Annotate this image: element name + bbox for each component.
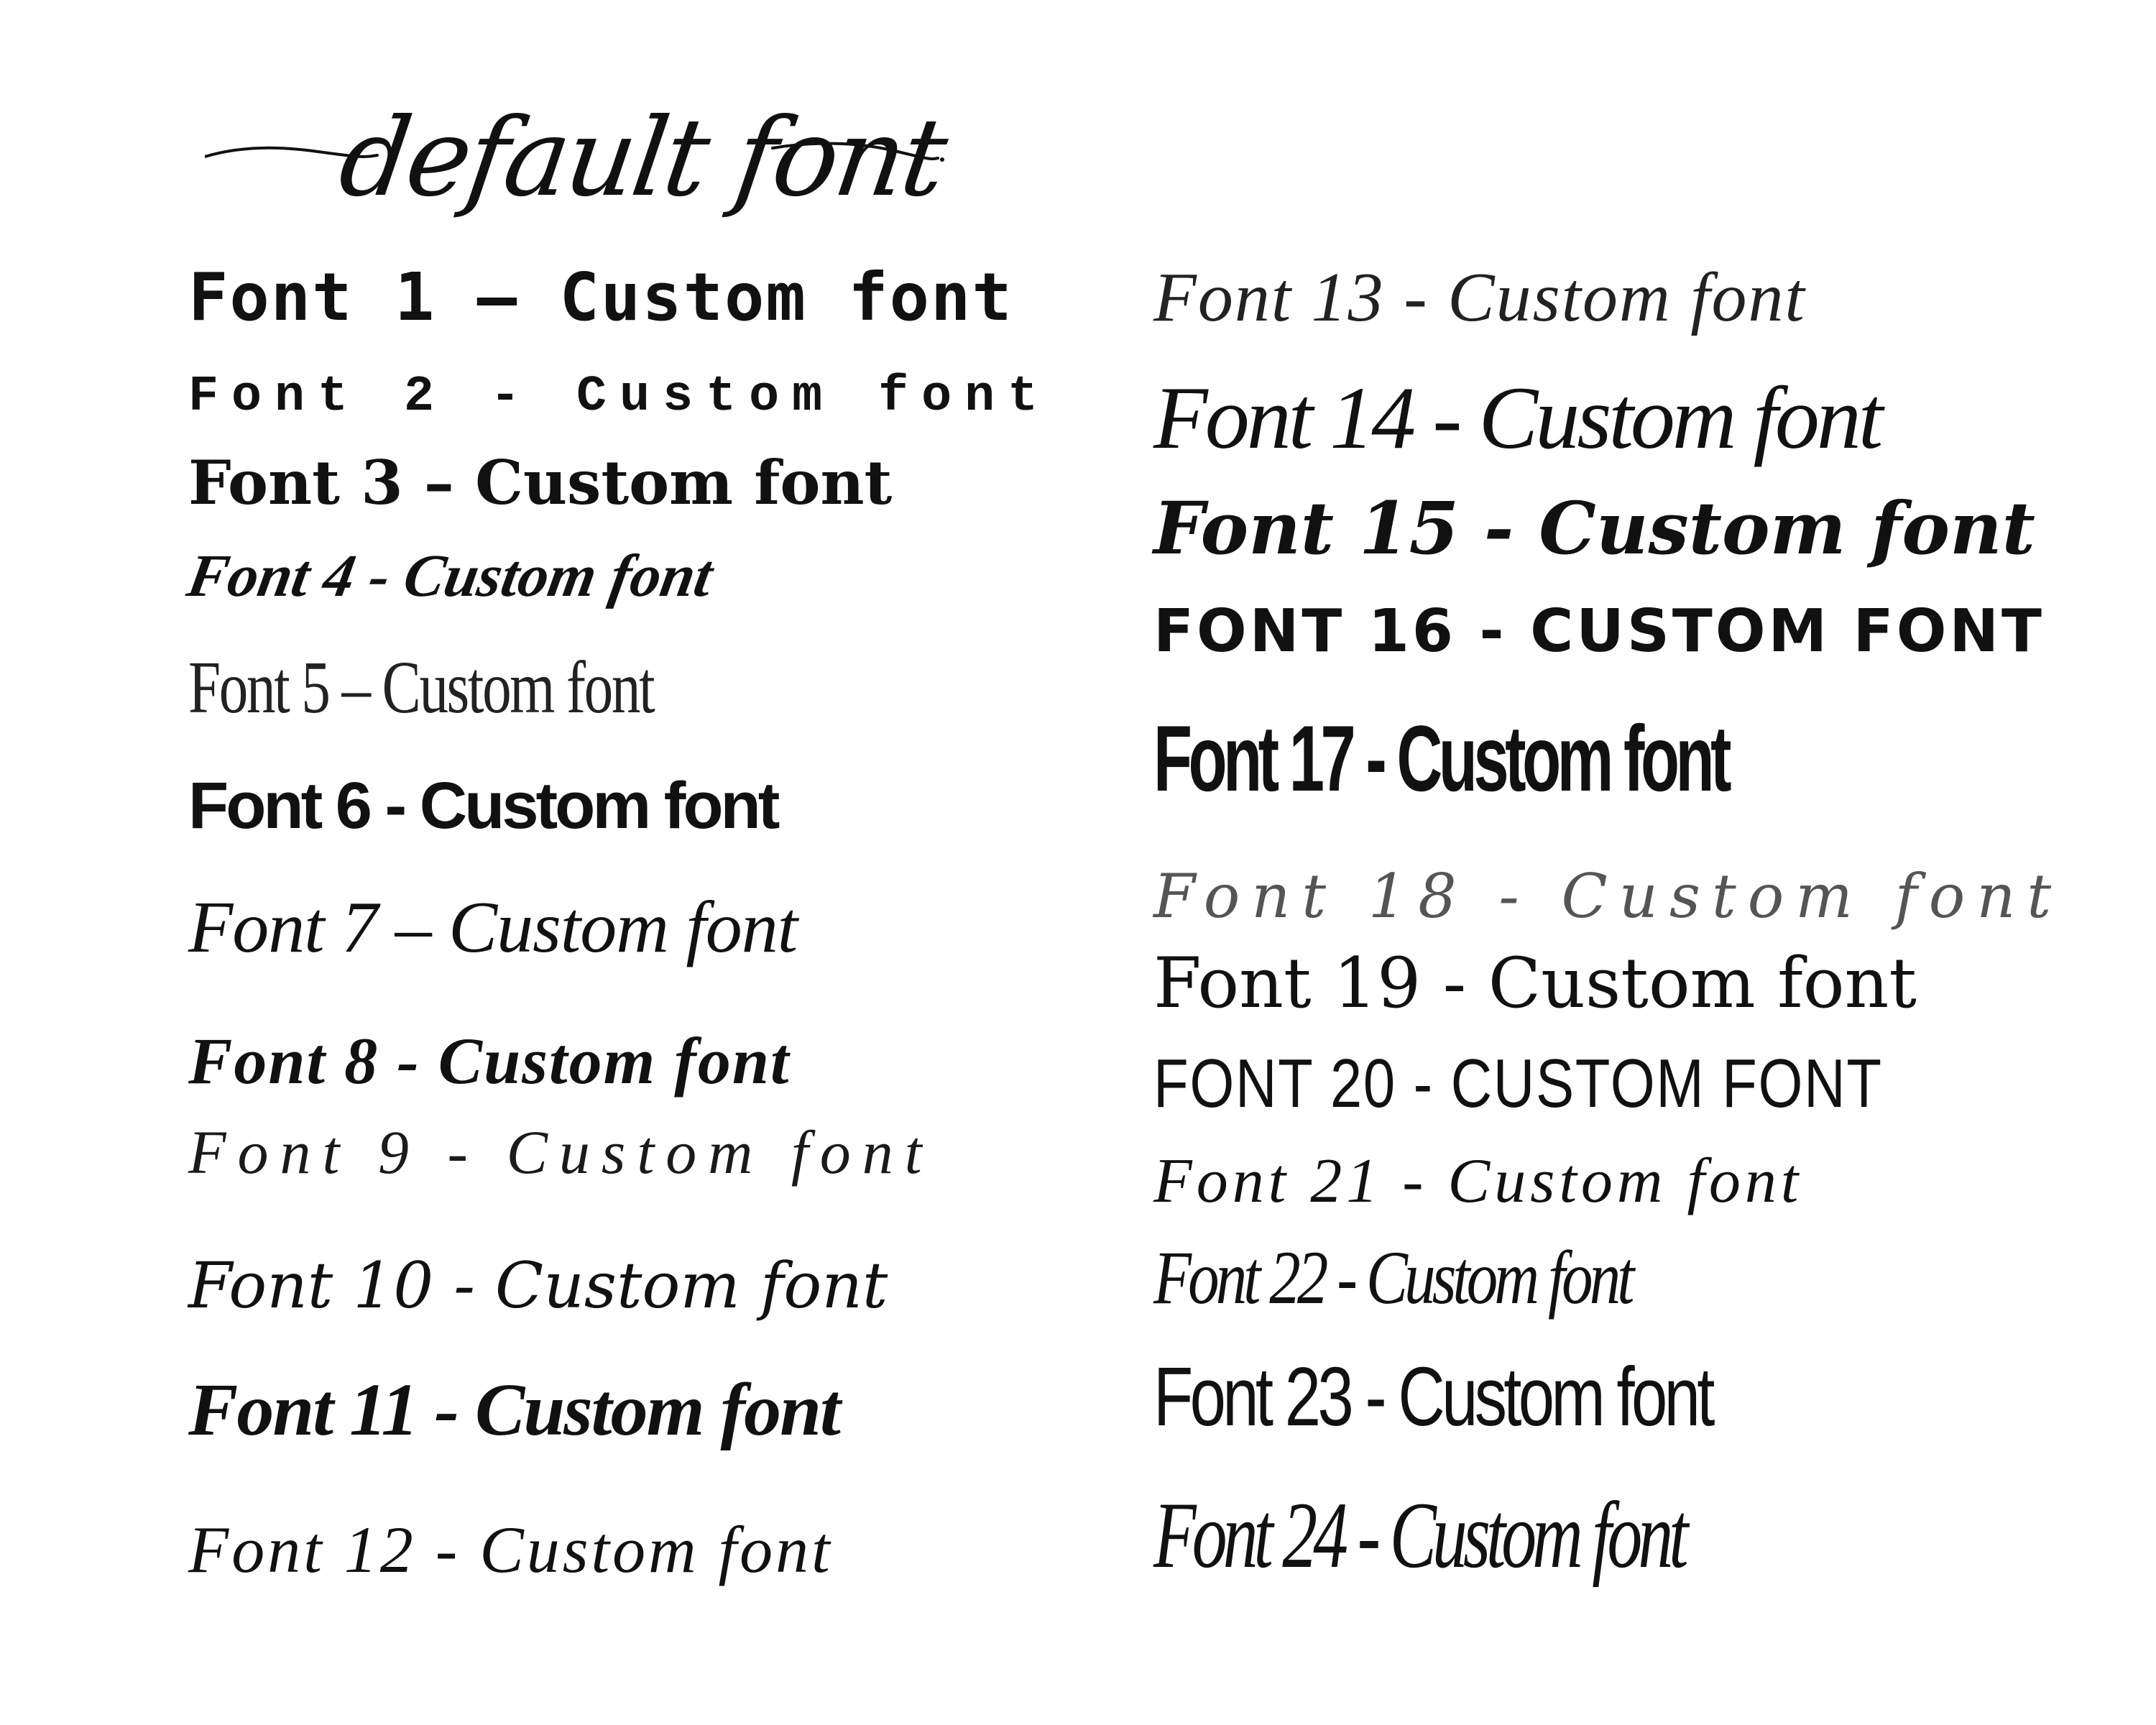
font-sample-5: Font 5 – Custom font xyxy=(188,646,654,729)
font-sample-12: Font 12 - Custom font xyxy=(188,1513,833,1586)
font-sample-6: Font 6 - Custom font xyxy=(188,769,778,842)
font-sample-3: Font 3 – Custom font xyxy=(188,447,893,518)
font-sample-11: Font 11 - Custom font xyxy=(188,1368,839,1451)
font-sample-18: Font 18 - Custom font xyxy=(1153,861,2063,932)
heading-title: default font xyxy=(332,96,952,221)
font-sample-7: Font 7 – Custom font xyxy=(188,887,798,968)
font-sample-22: Font 22 - Custom font xyxy=(1153,1236,1631,1320)
font-sample-19: Font 19 - Custom font xyxy=(1153,943,1917,1024)
font-sample-20: FONT 20 - CUSTOM FONT xyxy=(1153,1045,1883,1122)
font-sample-8: Font 8 - Custom font xyxy=(188,1024,791,1098)
font-sample-17: Font 17 - Custom font xyxy=(1153,706,1728,811)
font-sample-21: Font 21 - Custom font xyxy=(1153,1146,1803,1216)
font-sample-4: Font 4 - Custom font xyxy=(182,543,718,610)
font-sample-15: Font 15 - Custom font xyxy=(1153,486,2035,571)
font-sample-9: Font 9 - Custom font xyxy=(188,1118,934,1187)
font-sample-2: Font 2 - Custom font xyxy=(188,369,1051,426)
font-sample-13: Font 13 - Custom font xyxy=(1153,259,1806,336)
heading xyxy=(205,79,952,244)
font-sample-14: Font 14 - Custom font xyxy=(1153,369,1881,467)
font-sample-16: FONT 16 - CUSTOM FONT xyxy=(1153,597,2045,666)
font-sample-24: Font 24 - Custom font xyxy=(1153,1482,1685,1588)
font-sample-1: Font 1 – Custom font xyxy=(188,259,1013,336)
font-sample-23: Font 23 - Custom font xyxy=(1153,1350,1712,1443)
font-sample-10: Font 10 - Custom font xyxy=(188,1248,888,1322)
